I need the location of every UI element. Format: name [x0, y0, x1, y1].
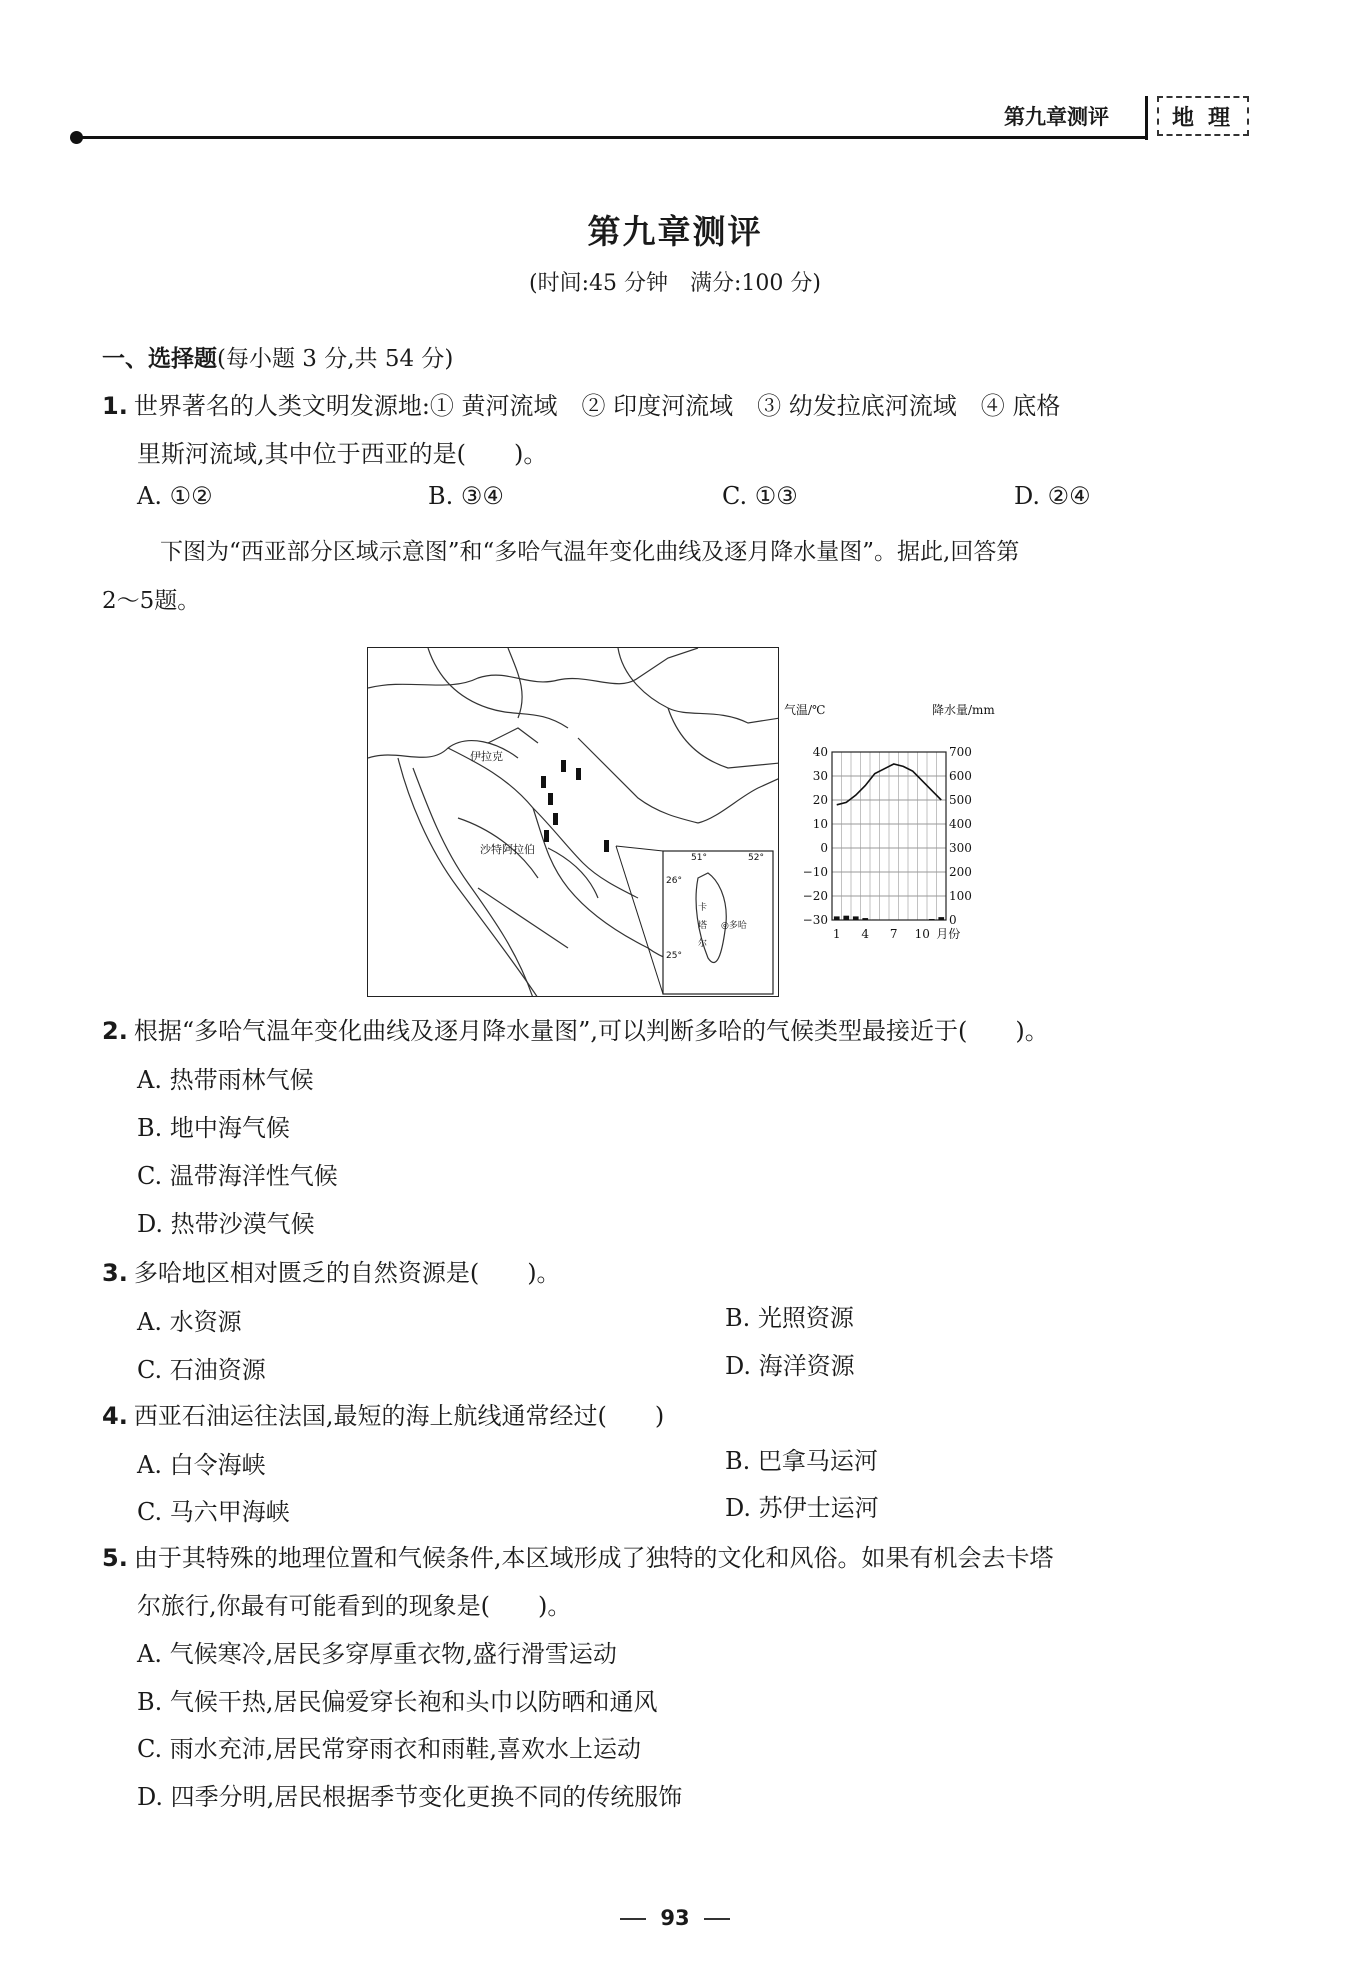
page-title: 第九章测评	[587, 212, 763, 251]
chart-x-tick-label: 7	[889, 927, 898, 941]
map-label-doha: ◎多哈	[721, 921, 747, 931]
chart-right-tick-label: 600	[949, 769, 972, 783]
question-5-line-1	[102, 1538, 1053, 1573]
header-chapter: 第九章测评	[1004, 105, 1109, 129]
map-lat-26: 26°	[666, 876, 682, 886]
header-divider	[1145, 96, 1148, 140]
chart-left-tick-label: 0	[820, 841, 828, 855]
question-5-option-b: B. 气候干热,居民偏爱穿长袍和头巾以防晒和通风	[137, 1688, 658, 1716]
question-2-option-a: A. 热带雨林气候	[137, 1066, 314, 1094]
chart-x-tick-label: 1	[832, 927, 841, 941]
section-heading	[102, 340, 453, 373]
chart-right-tick-label: 700	[949, 745, 972, 759]
map-lon-52: 52°	[748, 853, 764, 863]
question-1-number: 1.	[102, 392, 128, 420]
svg-text:卡塔尔: 卡塔尔	[698, 903, 708, 949]
question-1-option-a: A. ①②	[137, 482, 213, 510]
west-asia-map	[367, 647, 779, 997]
question-2-number: 2.	[102, 1017, 128, 1045]
chart-precipitation-bar	[834, 916, 840, 920]
question-4-option-b: B. 巴拿马运河	[725, 1447, 878, 1475]
chart-right-tick-label: 200	[949, 865, 972, 879]
chart-left-axis-label: 气温/℃	[784, 703, 826, 717]
chart-left-tick-label: −20	[802, 889, 828, 903]
chart-left-tick-label: 30	[812, 769, 828, 783]
question-2-stem: 根据“多哈气温年变化曲线及逐月降水量图”,可以判断多哈的气候类型最接近于( )。	[133, 1017, 1049, 1045]
question-4-stem: 西亚石油运往法国,最短的海上航线通常经过( )	[133, 1402, 665, 1430]
chart-x-axis-label: 月份	[936, 927, 961, 941]
question-3-number: 3.	[102, 1259, 128, 1287]
question-1-option-c: C. ①③	[722, 482, 798, 510]
chart-right-tick-label: 0	[949, 913, 957, 927]
question-3-option-d: D. 海洋资源	[725, 1352, 855, 1380]
question-2-line	[102, 1011, 1049, 1046]
question-2-option-c: C. 温带海洋性气候	[137, 1162, 338, 1190]
question-2-option-d: D. 热带沙漠气候	[137, 1210, 315, 1238]
question-5-stem-2: 尔旅行,你最有可能看到的现象是( )。	[137, 1592, 572, 1620]
chart-precipitation-bar	[929, 919, 935, 920]
chart-left-tick-label: −30	[802, 913, 828, 927]
chart-right-tick-label: 300	[949, 841, 972, 855]
question-5-option-c: C. 雨水充沛,居民常穿雨衣和雨鞋,喜欢水上运动	[137, 1735, 642, 1763]
question-1-option-b: B. ③④	[428, 482, 504, 510]
chart-left-tick-label: −10	[802, 865, 828, 879]
chart-left-tick-label: 40	[812, 745, 828, 759]
question-4-number: 4.	[102, 1402, 128, 1430]
section-note: (每小题 3 分,共 54 分)	[217, 346, 454, 372]
chart-left-tick-label: 10	[812, 817, 828, 831]
map-drawing	[368, 648, 779, 997]
question-1-stem-1: 世界著名的人类文明发源地:① 黄河流域 ② 印度河流域 ③ 幼发拉底河流域 ④ 底格	[133, 392, 1061, 420]
chart-right-tick-label: 400	[949, 817, 972, 831]
intro-line-2: 2～5题。	[102, 588, 201, 614]
question-3-stem: 多哈地区相对匮乏的自然资源是( )。	[133, 1259, 561, 1287]
map-label-saudi: 沙特阿拉伯	[480, 843, 535, 856]
question-5-number: 5.	[102, 1544, 128, 1572]
page-subtitle: (时间:45 分钟 满分:100 分)	[529, 271, 821, 296]
climate-chart-svg	[780, 690, 1010, 960]
chart-right-tick-label: 100	[949, 889, 972, 903]
question-1-line-1	[102, 386, 1060, 421]
header-subject: 地理	[1157, 96, 1249, 136]
question-2-option-b: B. 地中海气候	[137, 1114, 290, 1142]
question-5-stem-1: 由于其特殊的地理位置和气候条件,本区域形成了独特的文化和风俗。如果有机会去卡塔	[133, 1544, 1054, 1572]
question-5-option-a: A. 气候寒冷,居民多穿厚重衣物,盛行滑雪运动	[137, 1640, 617, 1668]
map-label-qatar	[698, 901, 707, 949]
chart-precipitation-bar	[938, 917, 944, 920]
chart-x-tick-label: 10	[914, 927, 930, 941]
chart-precipitation-bar	[862, 918, 868, 920]
question-3-option-c: C. 石油资源	[137, 1356, 266, 1384]
question-1-stem-2: 里斯河流域,其中位于西亚的是( )。	[137, 440, 548, 468]
chart-left-tick-label: 20	[812, 793, 828, 807]
question-4-option-c: C. 马六甲海峡	[137, 1498, 290, 1526]
question-3-option-a: A. 水资源	[137, 1308, 242, 1336]
question-4-line	[102, 1396, 664, 1431]
question-3-line	[102, 1253, 561, 1288]
question-5-option-d: D. 四季分明,居民根据季节变化更换不同的传统服饰	[137, 1783, 683, 1811]
doha-climate-chart	[780, 690, 1010, 960]
question-4-option-d: D. 苏伊士运河	[725, 1494, 879, 1522]
question-4-option-a: A. 白令海峡	[137, 1451, 266, 1479]
chart-right-tick-label: 500	[949, 793, 972, 807]
map-lat-25: 25°	[666, 951, 682, 961]
section-label: 一、选择题	[102, 346, 217, 372]
intro-line-1: 下图为“西亚部分区域示意图”和“多哈气温年变化曲线及逐月降水量图”。据此,回答第	[160, 539, 1020, 565]
chart-precipitation-bar	[853, 916, 859, 920]
chart-x-tick-label: 4	[861, 927, 870, 941]
page-number-dash-right	[704, 1918, 730, 1920]
page-number-dash-left	[620, 1918, 646, 1920]
map-lon-51: 51°	[691, 853, 707, 863]
chart-right-axis-label: 降水量/mm	[932, 703, 995, 717]
page-number-row	[0, 1906, 1350, 1930]
map-label-iraq: 伊拉克	[470, 750, 503, 763]
question-1-option-d: D. ②④	[1014, 482, 1091, 510]
header-rule	[78, 136, 1148, 139]
chart-precipitation-bar	[843, 916, 849, 920]
question-3-option-b: B. 光照资源	[725, 1304, 854, 1332]
page-number: 93	[660, 1906, 690, 1930]
